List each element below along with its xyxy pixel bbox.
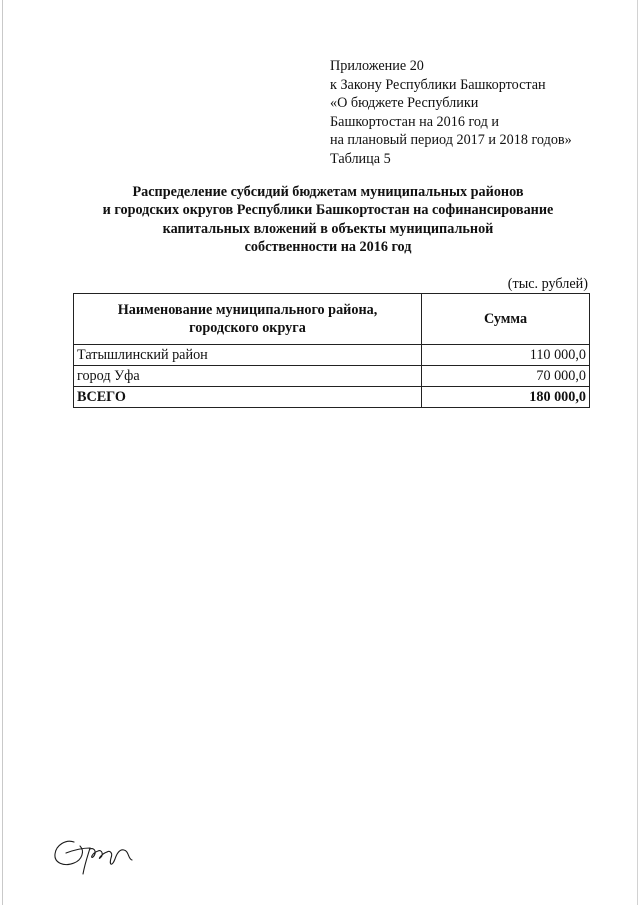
appendix-law-reference: к Закону Республики Башкортостан (330, 76, 546, 93)
appendix-law-title-line2: Башкортостан на 2016 год и (330, 113, 499, 130)
header-name-line1: Наименование муниципального района, (117, 302, 378, 318)
table-number: Таблица 5 (330, 150, 391, 167)
appendix-number: Приложение 20 (330, 58, 424, 74)
subsidies-table (73, 293, 590, 408)
units-label: (тыс. рублей) (507, 276, 588, 292)
document-title-line3: капитальных вложений в объекты муниципальной (162, 220, 494, 237)
table-row (74, 345, 590, 366)
total-label: ВСЕГО (74, 387, 422, 408)
header-sum: Сумма (422, 294, 590, 345)
appendix-law-title-line3: на плановый период 2017 и 2018 годов» (330, 132, 572, 149)
document-title (60, 183, 596, 257)
total-row (74, 387, 590, 408)
scan-edge-right (637, 0, 638, 905)
table-row (74, 366, 590, 387)
document-title-line2: и городских округов Республики Башкортостан на софинансирование (102, 202, 554, 219)
table-header-row (74, 294, 590, 345)
row-name: Татышлинский район (74, 345, 422, 366)
appendix-law-title-line1: «О бюджете Республики (330, 95, 479, 112)
appendix-reference (330, 57, 572, 169)
scan-edge-left (2, 0, 3, 905)
total-sum: 180 000,0 (422, 387, 590, 408)
row-sum: 70 000,0 (422, 366, 590, 387)
document-title-line4: собственности на 2016 год (244, 239, 412, 256)
row-sum: 110 000,0 (422, 345, 590, 366)
handwritten-signature (52, 833, 138, 879)
row-name: город Уфа (74, 366, 422, 387)
header-name-line2: городского округа (189, 320, 306, 336)
document-title-line1: Распределение субсидий бюджетам муниципальных районов (132, 184, 524, 200)
header-name (74, 294, 422, 345)
